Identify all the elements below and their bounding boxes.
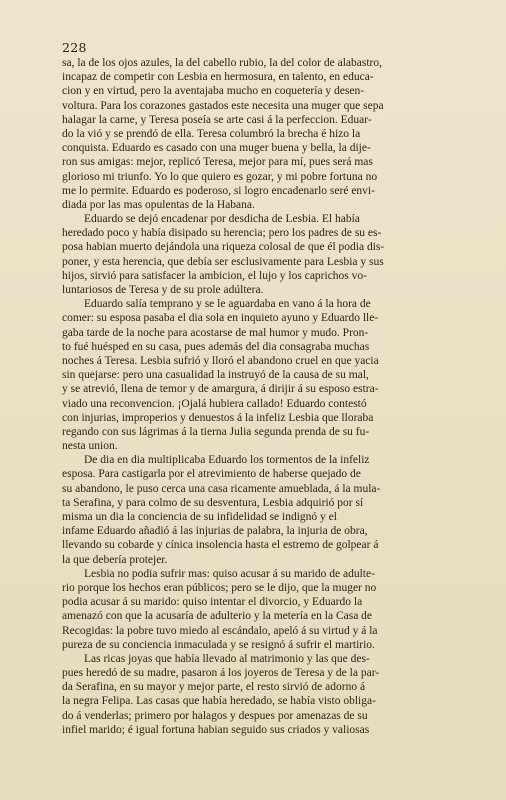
text-line: infame Eduardo añadió á las injurias de palabra, la injuria de obra, (62, 525, 368, 538)
text-line: podia acusar á su marido: quiso intentar el divorcio, y Eduardo la (62, 596, 363, 609)
text-line: ron sus amigas: mejor, replicó Teresa, mejor para mí, pues será mas (62, 156, 373, 169)
text-line: posa habian muerto dejándola una riqueza colosal de que él podia dis- (62, 241, 385, 254)
text-line: su abandono, le puso cerca una casa ricamente amueblada, á la mula- (62, 482, 381, 495)
text-line: y se atrevió, llena de temor y de amargura, á dirijir á su esposo estra- (62, 383, 379, 396)
text-line: llevando su cobarde y cínica insolencia hasta el estremo de golpear á (62, 539, 379, 552)
text-line: Eduardo se dejó encadenar por desdicha de Lesbia. El había (84, 213, 360, 226)
text-line: glorioso mi triunfo. Yo lo que quiero es gozar, y mi pobre fortuna no (62, 170, 378, 183)
text-line: regando con sus lágrimas á la tierna Julia segunda prenda de su fu- (62, 425, 370, 438)
text-line: con injurias, improperios y denuestos á la infeliz Lesbia que lloraba (62, 411, 374, 424)
text-line: pureza de su conciencia inmaculada y se resignó á sufrir el martirio. (62, 638, 375, 651)
text-line: comer: su esposa pasaba el dia sola en inquieto ayuno y Eduardo lle- (62, 312, 379, 325)
page-number: 228 (62, 40, 87, 55)
text-line: De dia en dia multiplicaba Eduardo los tormentos de la infeliz (84, 454, 370, 467)
text-line: nesta union. (62, 440, 118, 453)
text-line: hijos, sirvió para satisfacer la ambicion, el lujo y los caprichos vo- (62, 269, 367, 282)
text-line: incapaz de competir con Lesbia en hermosura, en talento, en educa- (62, 71, 374, 84)
text-line: Recogidas: la pobre tuvo miedo al escándalo, apeló á su virtud y á la (62, 624, 378, 637)
text-line: conquista. Eduardo es casado con una muger buena y bella, la dije- (62, 142, 371, 155)
text-line: infiel marido; é igual fortuna habian seguido sus criados y valiosas (62, 723, 370, 736)
text-line: da Serafina, en su mayor y mejor parte, el resto sirvió de adorno á (62, 681, 366, 694)
paragraph (62, 567, 486, 652)
paragraph (62, 652, 486, 737)
text-line: to fué huésped en su casa, pues además del dia consagraba muchas (62, 340, 370, 353)
text-line: amenazó con que la acusaría de adulterio y la metería en la Casa de (62, 610, 373, 623)
text-line: do la vió y se prendó de ella. Teresa columbró la brecha é hizo la (62, 127, 361, 140)
text-line: luntariosos de Teresa y de su prole adúltera. (62, 284, 264, 296)
text-line: la negra Felipa. Las casas que había heredado, se había visto obliga- (62, 695, 376, 708)
text-line: noches á Teresa. Lesbia sufrió y lloró el abandono cruel en que yacia (62, 354, 379, 367)
text-line: rio porque los hechos eran públicos; pero se le dijo, que la muger no (62, 581, 377, 594)
text-line: do á venderlas; primero por halagos y despues por amenazas de su (62, 709, 368, 722)
text-line: poner, y esta herencia, que debía ser esclusivamente para Lesbia y sus (62, 255, 384, 268)
text-line: sin quejarse: pero una casualidad la instruyó de la causa de su mal, (62, 369, 369, 382)
paragraph (62, 297, 486, 453)
text-line: diada por las mas opulentas de la Habana. (62, 198, 255, 211)
text-line: halagar la carne, y Teresa poseía se arte casi á la perfeccion. Eduar- (62, 113, 372, 126)
text-line: esposa. Para castigarla por el atrevimiento de haberse quejado de (62, 468, 361, 481)
text-line: Lesbia no podia sufrir mas: quiso acusar á su marido de adulte- (84, 567, 375, 580)
text-line: ta Serafina, y para colmo de su desventura, Lesbia adquirió por sí (62, 496, 364, 509)
text-line: misma un dia la conciencia de su infidelidad se indignó y el (62, 511, 337, 523)
text-line: Eduardo salía temprano y se le aguardaba en vano á la hora de (84, 298, 371, 311)
text-line: viado una reconvencion. ¡Ojalá hubiera callado! Eduardo contestó (62, 397, 367, 410)
text-line: gaba tarde de la noche para acostarse de mal humor y mudo. Pron- (62, 326, 369, 339)
paragraph (62, 453, 486, 567)
text-line: la que debería protejer. (62, 553, 168, 566)
text-line: sa, la de los ojos azules, la del cabello rubio, la del color de alabastro, (62, 57, 382, 69)
text-line: heredado poco y había disipado su herencia; pero los padres de su es- (62, 227, 382, 240)
text-line: cion y en virtud, pero la aventajaba mucho en coquetería y desen- (62, 85, 365, 98)
text-line: Las ricas joyas que había llevado al matrimonio y las que des- (84, 652, 370, 665)
paragraph (62, 212, 486, 297)
body-text (62, 56, 486, 737)
paragraph (62, 56, 486, 212)
text-line: voltura. Para los corazones gastados este necesita una muger que sepa (62, 99, 384, 112)
text-line: me lo permite. Eduardo es poderoso, si logro encadenarlo seré envi- (62, 184, 375, 197)
text-line: pues heredó de su madre, pasaron á los joyeros de Teresa y de la par- (62, 667, 380, 680)
